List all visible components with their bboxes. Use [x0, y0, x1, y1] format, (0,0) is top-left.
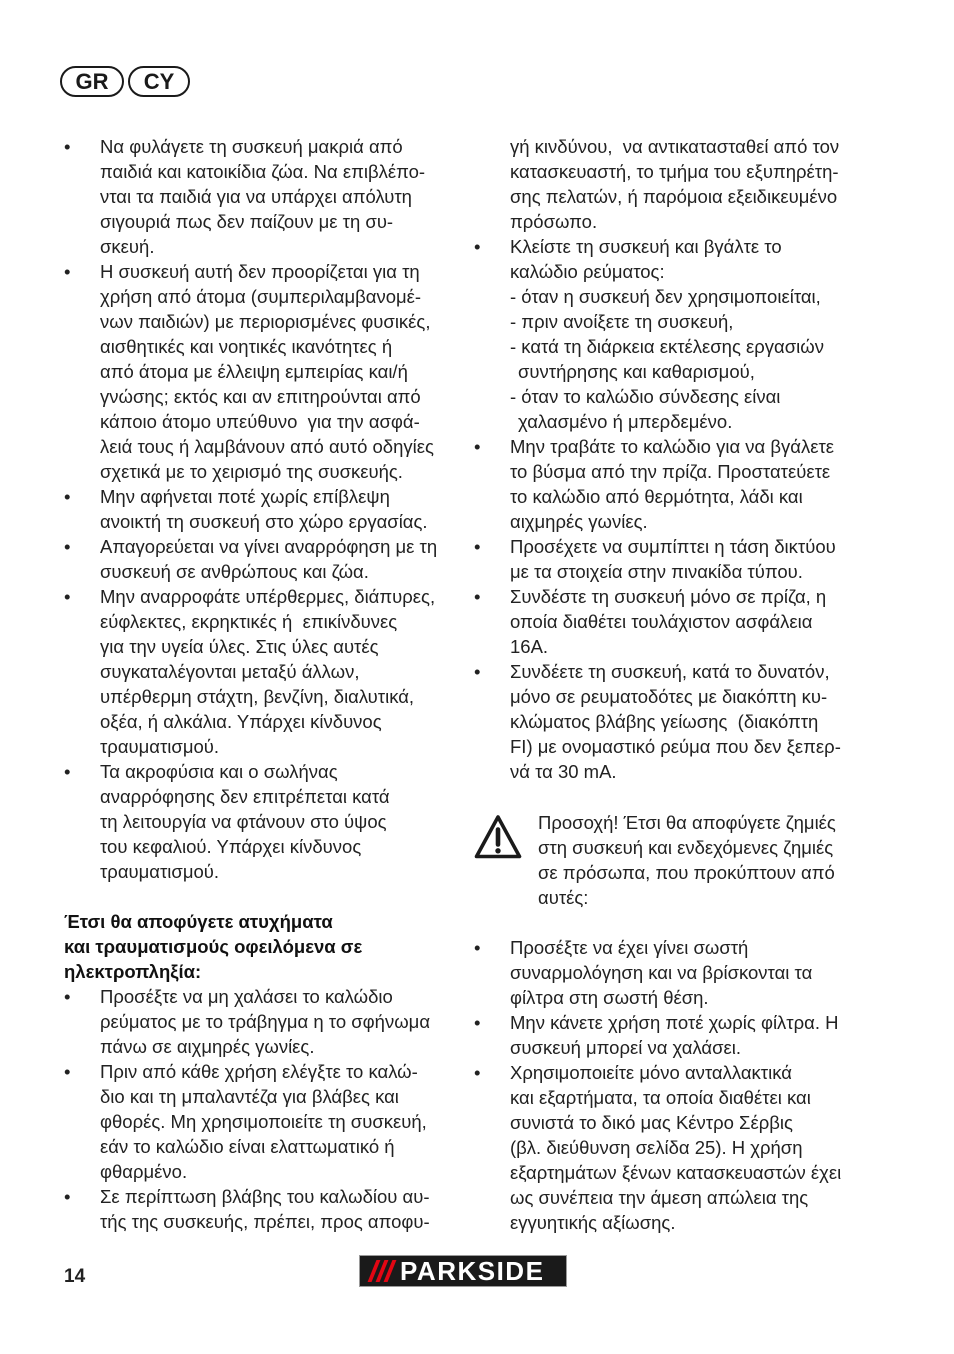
text-line: ως συνέπεια την άμεση απώλεια της [510, 1187, 809, 1208]
text-line: Πριν από κάθε χρήση ελέγξτε το καλώ- [100, 1061, 418, 1082]
text-line: τραυματισμού. [100, 861, 220, 882]
section-heading [64, 909, 464, 984]
text-line: Προσέξτε να μη χαλάσει το καλώδιο [100, 986, 393, 1007]
text-line: το βύσμα από την πρίζα. Προστατεύετε [510, 461, 831, 482]
bullet-glyph: • [64, 1061, 71, 1082]
text-line: συσκευή μπορεί να χαλάσει. [510, 1037, 742, 1058]
text-line: συναρμολόγηση και να βρίσκονται τα [510, 962, 813, 983]
sub-item-continuation: συντήρησης και καθαρισμού, [518, 361, 755, 382]
language-badge-cy: CY [128, 66, 190, 97]
text-line: Χρησιμοποιείτε μόνο ανταλλακτικά [510, 1062, 792, 1083]
text-line: Σε περίπτωση βλάβης του καλωδίου αυ- [100, 1186, 430, 1207]
bullet-item [64, 484, 464, 534]
text-line: διο και τη μπαλαντέζα για βλάβες και [100, 1086, 399, 1107]
text-line: Μην αφήνεται ποτέ χωρίς επίβλεψη [100, 486, 390, 507]
text-line: αναρρόφησης δεν επιτρέπεται κατά [100, 786, 390, 807]
text-line: ρεύματος με το τράβηγμα η το σφήνωμα [100, 1011, 431, 1032]
text-line: λειά τους ή λαμβάνουν από αυτό οδηγίες [100, 436, 434, 457]
parkside-logo [360, 1256, 566, 1286]
text-line: παιδιά και κατοικίδια ζώα. Να επιβλέπο- [100, 161, 426, 182]
sub-item: - κατά τη διάρκεια εκτέλεσης εργασιών [510, 336, 824, 357]
sub-item: - πριν ανοίξετε τη συσκευή, [510, 311, 734, 332]
text-line: χρήση από άτομα (συμπεριλαμβανομέ- [100, 286, 422, 307]
bullet-item [474, 659, 894, 784]
text-line: γνώσης; εκτός και αν επιτηρούνται από [100, 386, 421, 407]
bullet-item [474, 534, 894, 584]
text-line: νων παιδιών) με περιορισμένες φυσικές, [100, 311, 431, 332]
logo-wordmark: PARKSIDE [400, 1256, 545, 1286]
bullet-item [64, 134, 464, 259]
text-line: φίλτρα στη σωστή θέση. [510, 987, 709, 1008]
text-line: συγκαταλέγονται μεταξύ άλλων, [100, 661, 360, 682]
warning-note [474, 810, 894, 910]
bullet-item [64, 984, 464, 1059]
text-line: εξαρτημάτων ξένων κατασκευαστών έχει [510, 1162, 842, 1183]
text-line: μόνο σε ρευματοδότες με διακόπτη κυ- [510, 686, 828, 707]
text-line: του κεφαλιού. Υπάρχει κίνδυνος [100, 836, 362, 857]
text-line: Προσέχετε να συμπίπτει η τάση δικτύου [510, 536, 836, 557]
text-line: φθορές. Μη χρησιμοποιείτε τη συσκευή, [100, 1111, 427, 1132]
text-line: εγγυητικής αξίωσης. [510, 1212, 676, 1233]
text-line: κλώματος βλάβης γείωσης (διακόπτη [510, 711, 819, 732]
bullet-item [474, 584, 894, 659]
bullet-item [64, 1059, 464, 1184]
text-line: συσκευή σε ανθρώπους και ζώα. [100, 561, 369, 582]
text-line: και εξαρτήματα, τα οποία διαθέτει και [510, 1087, 811, 1108]
text-line: Έτσι θα αποφύγετε ατυχήματα [64, 911, 333, 932]
bullet-glyph: • [64, 586, 71, 607]
text-line: Προσοχή! Έτσι θα αποφύγετε ζημιές [538, 812, 836, 833]
bullet-item [64, 259, 464, 484]
left-column [64, 134, 464, 1234]
text-line: FI) με ονομαστικό ρεύμα που δεν ξεπερ- [510, 736, 841, 757]
bullet-glyph: • [64, 261, 71, 282]
bullet-glyph: • [474, 586, 481, 607]
text-line: στη συσκευή και ενδεχόμενες ζημιές [538, 837, 834, 858]
text-line: οξέα, ή αλκάλια. Υπάρχει κίνδυνος [100, 711, 382, 732]
text-line: πρόσωπο. [510, 211, 598, 232]
bullet-item [474, 1010, 894, 1060]
text-line: με τα στοιχεία στην πινακίδα τύπου. [510, 561, 803, 582]
text-line: για την υγεία ύλες. Στις ύλες αυτές [100, 636, 379, 657]
text-line: καλώδιο ρεύματος: [510, 261, 665, 282]
electrical-safety-list [64, 984, 464, 1234]
bullet-glyph: • [64, 1186, 71, 1207]
text-line: Μην αναρροφάτε υπέρθερμες, διάπυρες, [100, 586, 436, 607]
text-line: κατασκευαστή, το τμήμα του εξυπηρέτη- [510, 161, 839, 182]
text-line: 16A. [510, 636, 549, 657]
right-column [474, 134, 894, 1235]
text-line: σε πρόσωπα, που προκύπτουν από [538, 862, 835, 883]
text-line: Μην κάνετε χρήση ποτέ χωρίς φίλτρα. Η [510, 1012, 839, 1033]
warning-text [538, 810, 894, 910]
bullet-glyph: • [474, 661, 481, 682]
bullet-glyph: • [64, 536, 71, 557]
bullet-glyph: • [474, 1012, 481, 1033]
text-line: νά τα 30 mA. [510, 761, 617, 782]
text-line: Μην τραβάτε το καλώδιο για να βγάλετε [510, 436, 835, 457]
text-line: οποία διαθέτει τουλάχιστον ασφάλεια [510, 611, 813, 632]
text-line: γή κινδύνου, να αντικατασταθεί από τον [510, 136, 840, 157]
bullet-item [474, 234, 894, 434]
text-line: (βλ. διεύθυνση σελίδα 25). Η χρήση [510, 1137, 803, 1158]
text-line: αυτές: [538, 887, 589, 908]
text-line: εάν το καλώδιο είναι ελαττωματικό ή [100, 1136, 395, 1157]
bullet-item [474, 935, 894, 1010]
text-line: εύφλεκτες, εκρηκτικές ή επικίνδυνες [100, 611, 398, 632]
text-line: ανοικτή τη συσκευή στο χώρο εργασίας. [100, 511, 428, 532]
bullet-glyph: • [64, 761, 71, 782]
safety-list [64, 134, 464, 884]
text-line: Απαγορεύεται να γίνει αναρρόφηση με τη [100, 536, 438, 557]
text-line: κάποιο άτομο υπεύθυνο για την ασφά- [100, 411, 420, 432]
sub-item-continuation: χαλασμένο ή μπερδεμένο. [518, 411, 733, 432]
text-line: σιγουριά πως δεν παίζουν με τη συ- [100, 211, 394, 232]
text-line: τη λειτουργία να φτάνουν στο ύψος [100, 811, 387, 832]
bullet-glyph: • [474, 937, 481, 958]
bullet-glyph: • [474, 236, 481, 257]
bullet-item [474, 434, 894, 534]
bullet-glyph: • [64, 986, 71, 1007]
text-line: από άτομα με έλλειψη εμπειρίας και/ή [100, 361, 408, 382]
text-line: και τραυματισμούς οφειλόμενα σε [64, 936, 363, 957]
bullet-item [64, 584, 464, 759]
text-line: αιχμηρές γωνίες. [510, 511, 648, 532]
text-line: Τα ακροφύσια και ο σωλήνας [100, 761, 338, 782]
electrical-safety-list-continued [474, 234, 894, 784]
text-line: Συνδέετε τη συσκευή, κατά το δυνατόν, [510, 661, 830, 682]
text-line: φθαρμένο. [100, 1161, 188, 1182]
text-line: Κλείστε τη συσκευή και βγάλτε το [510, 236, 782, 257]
bullet-item [474, 1060, 894, 1235]
text-line: νται τα παιδιά για να υπάρχει απόλυτη [100, 186, 412, 207]
text-line: τής της συσκευής, πρέπει, προς αποφυ- [100, 1211, 430, 1232]
bullet-glyph: • [474, 1062, 481, 1083]
bullet-item [64, 534, 464, 584]
warning-triangle-icon [474, 814, 522, 860]
filter-accessory-list [474, 935, 894, 1235]
language-badge-gr: GR [60, 66, 124, 97]
text-line: σκευή. [100, 236, 155, 257]
sub-item: - όταν το καλώδιο σύνδεσης είναι [510, 386, 781, 407]
bullet-glyph: • [64, 136, 71, 157]
bullet-glyph: • [474, 436, 481, 457]
text-line: Συνδέστε τη συσκευή μόνο σε πρίζα, η [510, 586, 827, 607]
text-continuation [474, 134, 894, 234]
bullet-item [64, 759, 464, 884]
text-line: το καλώδιο από θερμότητα, λάδι και [510, 486, 803, 507]
bullet-glyph: • [474, 536, 481, 557]
sub-item: - όταν η συσκευή δεν χρησιμοποιείται, [510, 286, 821, 307]
text-line: ηλεκτροπληξία: [64, 961, 202, 982]
text-line: σχετικά με το χειρισμό της συσκευής. [100, 461, 403, 482]
text-line: αισθητικές και νοητικές ικανότητες ή [100, 336, 393, 357]
text-line: σης πελατών, ή παρόμοια εξειδικευμένο [510, 186, 838, 207]
text-line: συνιστά το δικό μας Κέντρο Σέρβις [510, 1112, 793, 1133]
text-line: υπέρθερμη στάχτη, βενζίνη, διαλυτικά, [100, 686, 415, 707]
page-number: 14 [64, 1266, 86, 1287]
text-line: τραυματισμού. [100, 736, 220, 757]
text-line: Η συσκευή αυτή δεν προορίζεται για τη [100, 261, 420, 282]
text-line: πάνω σε αιχμηρές γωνίες. [100, 1036, 315, 1057]
text-line: Να φυλάγετε τη συσκευή μακριά από [100, 136, 403, 157]
text-line: Προσέξτε να έχει γίνει σωστή [510, 937, 749, 958]
bullet-item [64, 1184, 464, 1234]
bullet-glyph: • [64, 486, 71, 507]
